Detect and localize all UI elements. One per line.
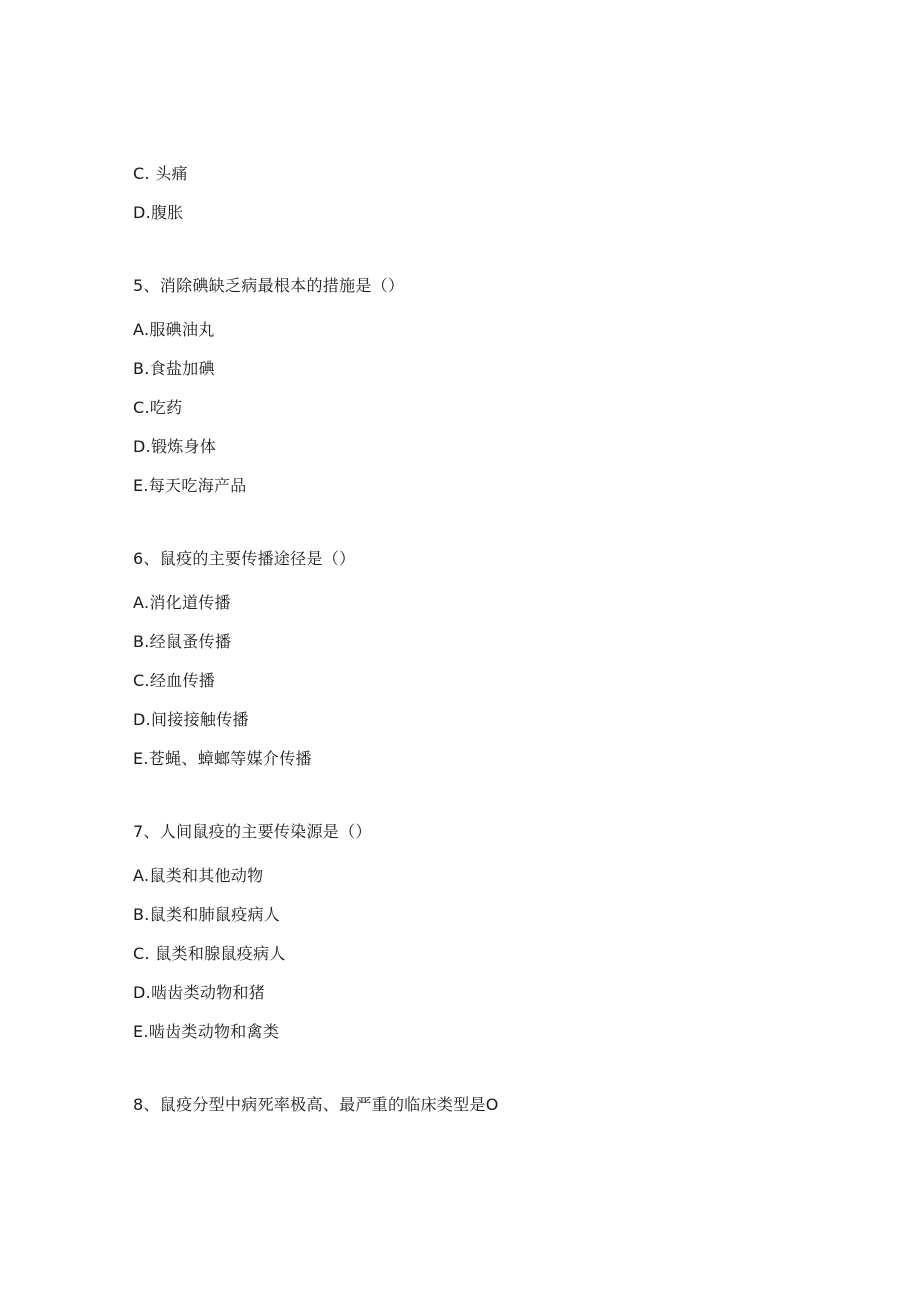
- option-c: C.吃药: [133, 398, 183, 417]
- question-stem: 6、鼠疫的主要传播途径是（）: [133, 549, 356, 568]
- option-e: E.每天吃海产品: [133, 476, 247, 495]
- option-c: C.经血传播: [133, 671, 216, 690]
- option-d: D.腹胀: [133, 203, 184, 222]
- option-a: A.服碘油丸: [133, 320, 215, 339]
- option-c: C. 鼠类和腺鼠疫病人: [133, 944, 286, 963]
- option-e: E.苍蝇、蟑螂等媒介传播: [133, 749, 312, 768]
- option-d: D.锻炼身体: [133, 437, 217, 456]
- option-b: B.经鼠蚤传播: [133, 632, 232, 651]
- question-stem: 7、人间鼠疫的主要传染源是（）: [133, 822, 372, 841]
- option-a: A.消化道传播: [133, 593, 231, 612]
- option-e: E.啮齿类动物和禽类: [133, 1022, 280, 1041]
- option-b: B.食盐加碘: [133, 359, 215, 378]
- option-b: B.鼠类和肺鼠疫病人: [133, 905, 281, 924]
- option-c: C. 头痛: [133, 164, 188, 183]
- option-d: D.啮齿类动物和猪: [133, 983, 266, 1002]
- option-a: A.鼠类和其他动物: [133, 866, 264, 885]
- option-d: D.间接接触传播: [133, 710, 249, 729]
- question-stem: 8、鼠疫分型中病死率极高、最严重的临床类型是O: [133, 1095, 499, 1114]
- question-stem: 5、消除碘缺乏病最根本的措施是（）: [133, 276, 405, 295]
